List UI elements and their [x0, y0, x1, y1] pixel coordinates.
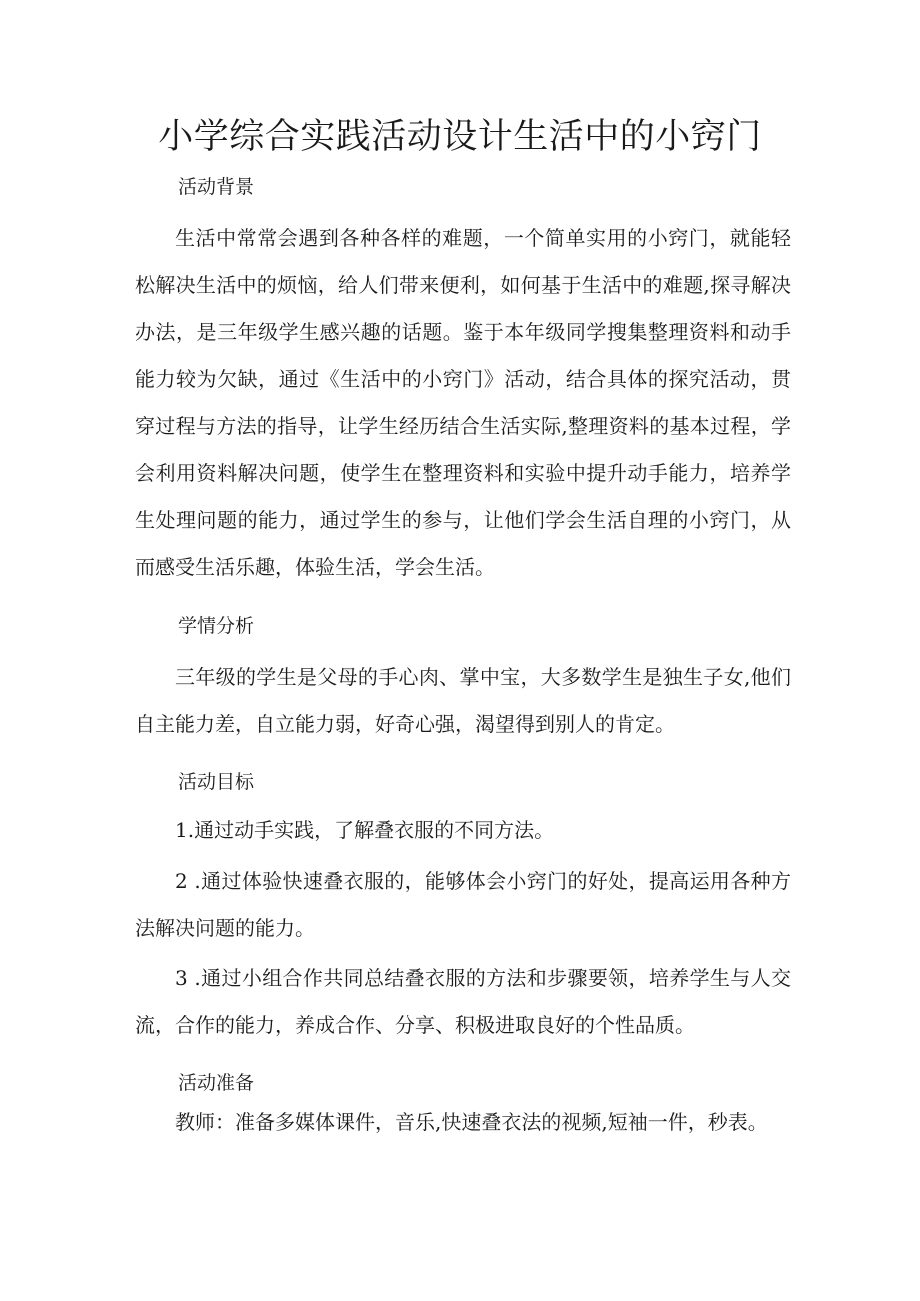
paragraph-background: 生活中常常会遇到各种各样的难题，一个简单实用的小窍门，就能轻松解决生活中的烦恼，给人们带来便利，如何基于生活中的难题,探寻解决办法，是三年级学生感兴趣的话题。鉴于本年级同学搜集整理资料和动手能力较为欠缺，通过《生活中的小窍门》活动，结合具体的探究活动，贯穿过程与方法的指导，让学生经历结合生活实际,整理资料的基本过程，学会利用资料解决问题，使学生在整理资料和实验中提升动手能力，培养学生处理问题的能力，通过学生的参与，让他们学会生活自理的小窍门，从而感受生活乐趣，体验生活，学会生活。: [135, 226, 791, 579]
paragraph-analysis: 三年级的学生是父母的手心肉、掌中宝，大多数学生是独生子女,他们自主能力差，自立能力弱，好奇心强，渴望得到别人的肯定。: [135, 665, 791, 736]
goal-item-3: 3 .通过小组合作共同总结叠衣服的方法和步骤要领，培养学生与人交流，合作的能力，养成合作、分享、积极进取良好的个性品质。: [135, 966, 791, 1037]
heading-analysis: 学情分析: [178, 615, 255, 637]
goal-item-2: 2 .通过体验快速叠衣服的，能够体会小窍门的好处，提高运用各种方法解决问题的能力。: [135, 869, 791, 940]
heading-background: 活动背景: [178, 176, 255, 198]
page-title: 小学综合实践活动设计生活中的小窍门: [158, 117, 762, 157]
preparation-teacher: 教师：准备多媒体课件，音乐,快速叠衣法的视频,短袖一件，秒表。: [175, 1110, 768, 1134]
goal-item-1: 1.通过动手实践，了解叠衣服的不同方法。: [175, 818, 555, 842]
heading-preparation: 活动准备: [178, 1072, 255, 1094]
heading-goals: 活动目标: [178, 771, 255, 793]
